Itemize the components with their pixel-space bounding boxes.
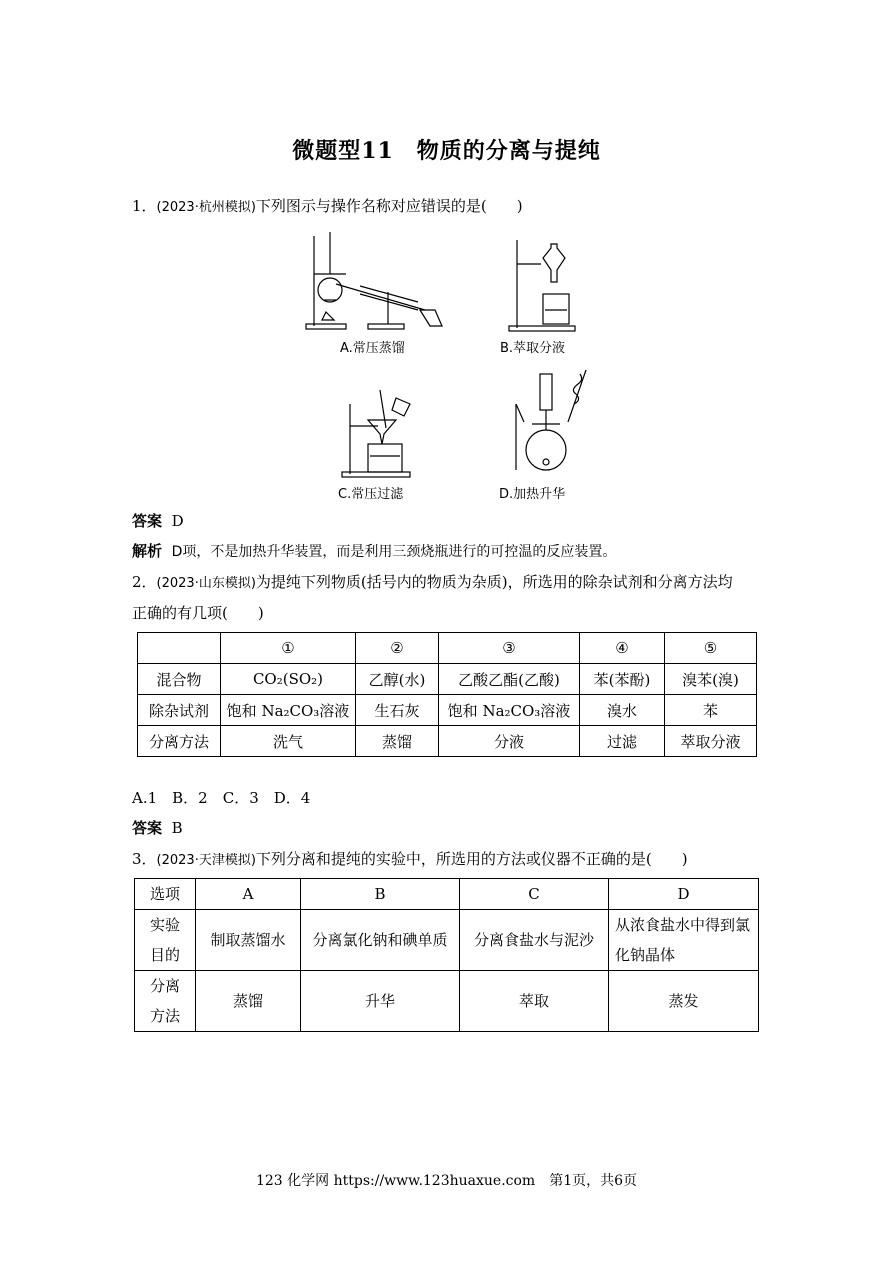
caption-a: A.常压蒸馏 [340, 341, 405, 356]
table-row [138, 695, 757, 726]
table-cell: 除杂试剂 [138, 695, 221, 726]
q2-source: (2023·山东模拟) [156, 576, 256, 591]
page-footer: 123 化学网 https://www.123huaxue.com 第1页，共6页 [255, 1173, 638, 1189]
q1-analysis-line [132, 541, 616, 562]
q2-stem1: 为提纯下列物质(括号内的物质为杂质)，所选用的除杂试剂和分离方法均 [255, 573, 733, 591]
table-cell: A [196, 879, 301, 910]
table-cell: 乙酸乙酯(乙酸) [439, 664, 580, 695]
table-cell: 从浓食盐水中得到氯化钠晶体 [609, 910, 759, 971]
table-cell: 分离氯化钠和碘单质 [301, 910, 460, 971]
table-cell: 溴水 [580, 695, 665, 726]
q3-stem: 下列分离和提纯的实验中，所选用的方法或仪器不正确的是( ) [255, 850, 688, 868]
table-cell: 蒸馏 [356, 726, 439, 757]
table-cell: 苯(苯酚) [580, 664, 665, 695]
q3-number: 3． [132, 850, 157, 868]
table-cell: 升华 [301, 971, 460, 1032]
q2-answer: B [171, 819, 183, 837]
q3-stem-line [132, 849, 688, 871]
table-cell: 过滤 [580, 726, 665, 757]
q1-analysis: D项，不是加热升华装置，而是利用三颈烧瓶进行的可控温的反应装置。 [171, 544, 617, 560]
q1-stem-line [132, 196, 523, 218]
q3-source: (2023·天津模拟) [156, 853, 256, 868]
table-cell: ① [221, 633, 356, 664]
table-cell: 分离食盐水与泥沙 [460, 910, 609, 971]
table-cell: 分液 [439, 726, 580, 757]
table-cell: B [301, 879, 460, 910]
table-cell: 苯 [665, 695, 757, 726]
table-cell: D [609, 879, 759, 910]
table-cell: 萃取分液 [665, 726, 757, 757]
table-cell: 生石灰 [356, 695, 439, 726]
q2-number: 2． [132, 573, 157, 591]
table-cell: 饱和 Na₂CO₃溶液 [439, 695, 580, 726]
table-row [138, 633, 757, 664]
table-cell: ⑤ [665, 633, 757, 664]
table-row [135, 971, 759, 1032]
caption-b: B.萃取分液 [500, 341, 566, 356]
table-cell: 分离方法 [135, 971, 196, 1032]
table-cell: 蒸馏 [196, 971, 301, 1032]
filtration-apparatus-figure [338, 390, 424, 478]
table-cell: 实验目的 [135, 910, 196, 971]
table-cell: 分离方法 [138, 726, 221, 757]
q1-answer-label: 答案 [132, 512, 163, 530]
table-cell: 混合物 [138, 664, 221, 695]
table-cell: 蒸发 [609, 971, 759, 1032]
q1-analysis-label: 解析 [132, 542, 163, 560]
table-cell: 制取蒸馏水 [196, 910, 301, 971]
q1-stem: 下列图示与操作名称对应错误的是( ) [255, 197, 523, 215]
table-row [135, 879, 759, 910]
table-cell: ③ [439, 633, 580, 664]
table-cell: 乙醇(水) [356, 664, 439, 695]
page-title: 微题型11 物质的分离与提纯 [292, 138, 601, 164]
q1-number: 1． [132, 197, 157, 215]
three-neck-flask-figure [502, 364, 594, 476]
q1-answer-line [132, 511, 184, 531]
table-row [135, 910, 759, 971]
distillation-apparatus-figure [300, 228, 460, 332]
q2-options: A.1 B．2 C．3 D．4 [132, 789, 311, 807]
q2-answer-label: 答案 [132, 819, 163, 837]
separatory-funnel-figure [505, 236, 585, 332]
table-cell: 溴苯(溴) [665, 664, 757, 695]
q3-table [134, 878, 759, 1032]
table-cell: CO₂(SO₂) [221, 664, 356, 695]
q2-answer-line [132, 818, 183, 838]
table-cell: 选项 [135, 879, 196, 910]
table-row [138, 664, 757, 695]
q1-source: (2023·杭州模拟) [156, 200, 256, 215]
caption-c: C.常压过滤 [338, 487, 404, 502]
q2-stem-line1 [132, 572, 733, 594]
q2-table [137, 632, 757, 757]
table-cell [138, 633, 221, 664]
table-cell: 洗气 [221, 726, 356, 757]
table-cell: ④ [580, 633, 665, 664]
table-cell: 萃取 [460, 971, 609, 1032]
table-row [138, 726, 757, 757]
caption-d: D.加热升华 [499, 487, 566, 502]
table-cell: ② [356, 633, 439, 664]
table-cell: 饱和 Na₂CO₃溶液 [221, 695, 356, 726]
q2-stem-line2: 正确的有几项( ) [132, 604, 264, 622]
q1-answer: D [171, 512, 184, 530]
table-cell: C [460, 879, 609, 910]
